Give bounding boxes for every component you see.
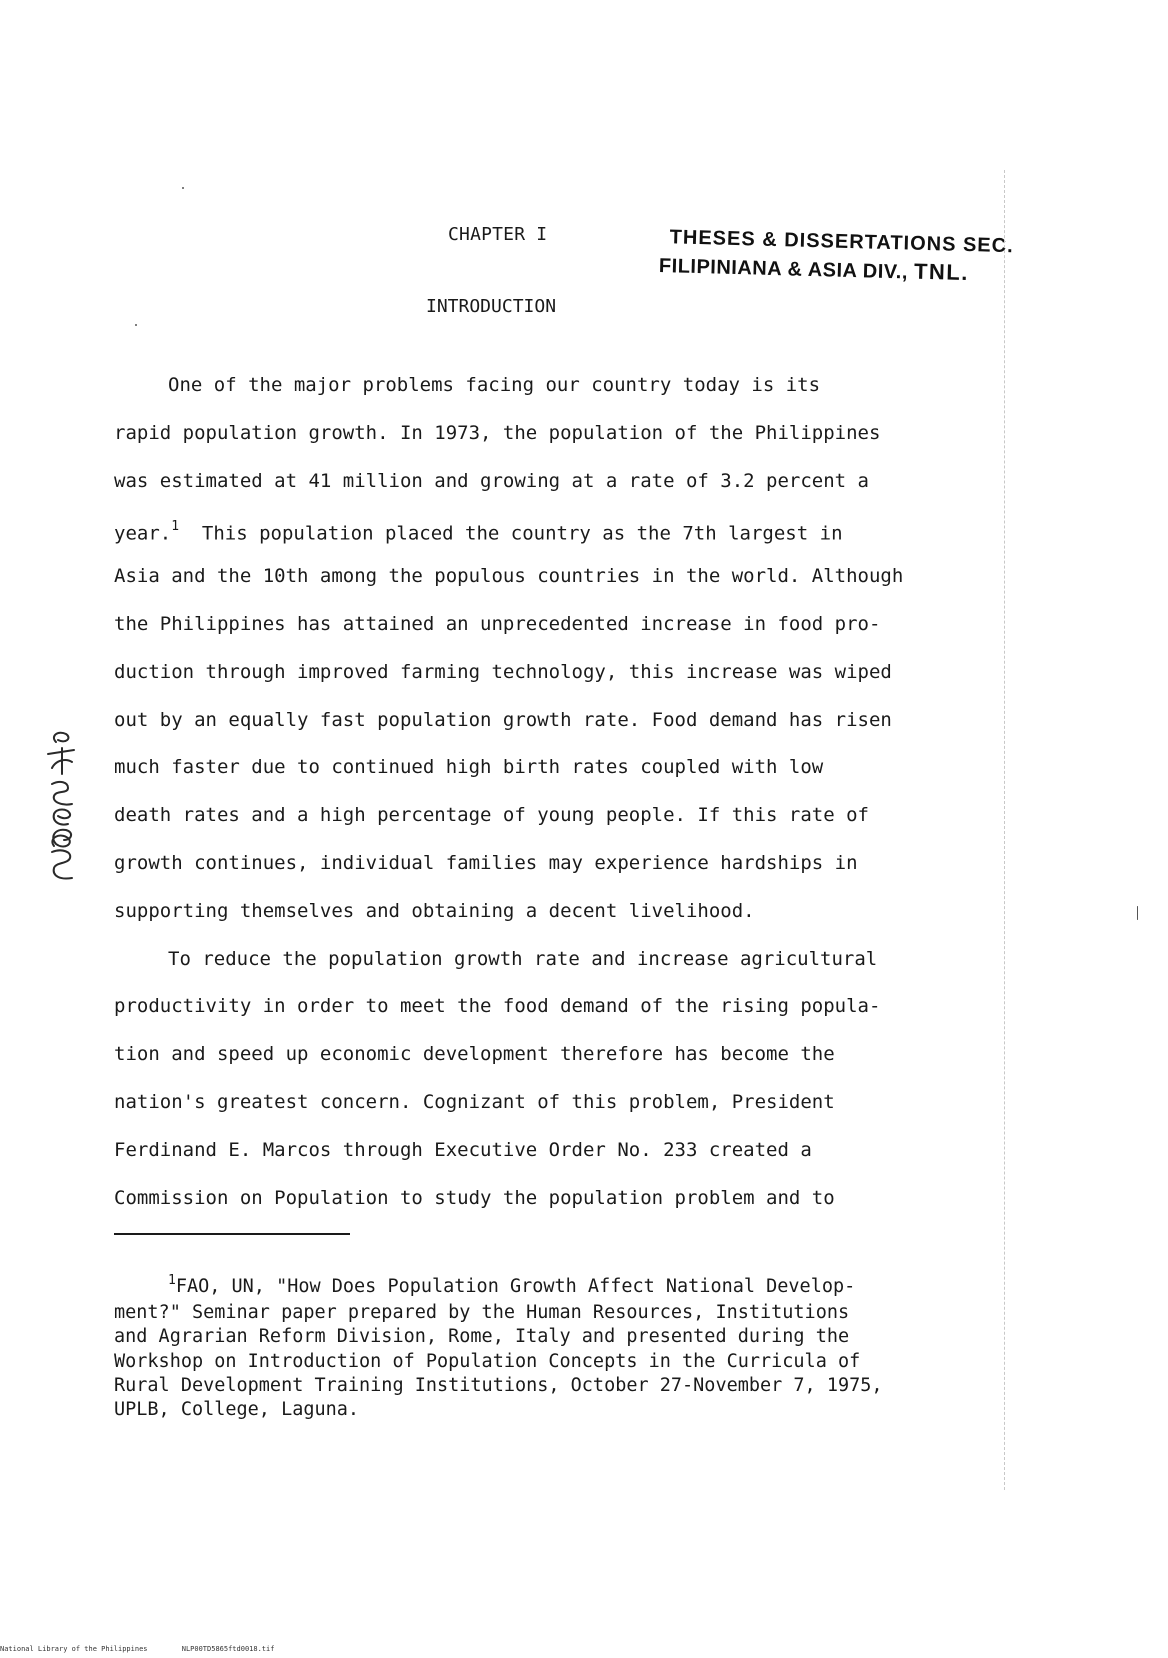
- body-line: Commission on Population to study the population problem and to: [114, 1186, 835, 1209]
- body-line-part: This population placed the country as the 7th largest in: [201, 522, 843, 545]
- handwritten-margin-annotation: [38, 728, 82, 888]
- body-line: Ferdinand E. Marcos through Executive Order No. 233 created a: [114, 1138, 812, 1161]
- footnote-line: UPLB, College, Laguna.: [114, 1399, 360, 1421]
- body-line: the Philippines has attained an unprecedented increase in food pro-: [114, 612, 881, 635]
- body-line: productivity in order to meet the food demand of the rising popula-: [114, 995, 881, 1018]
- footnote: [114, 1275, 914, 1422]
- body-line: duction through improved farming technology, this increase was wiped: [114, 660, 892, 683]
- body-line: rapid population growth. In 1973, the population of the Philippines: [114, 421, 881, 444]
- body-line: out by an equally fast population growth rate. Food demand has risen: [114, 708, 892, 731]
- scan-speck: [182, 187, 184, 189]
- body-line: To reduce the population growth rate and increase agricultural: [168, 947, 878, 970]
- scan-credit: [0, 1645, 304, 1653]
- footnote-line: and Agrarian Reform Division, Rome, Italy and presented during the: [114, 1326, 850, 1348]
- body-text: [114, 362, 914, 1222]
- body-line-with-footnote: [114, 505, 914, 553]
- stamp-line-1: THESES & DISSERTATIONS SEC.: [669, 226, 1014, 258]
- body-line: Asia and the 10th among the populous countries in the world. Although: [114, 565, 904, 588]
- footnote-reference[interactable]: 1: [171, 519, 180, 535]
- body-line: supporting themselves and obtaining a decent livelihood.: [114, 899, 755, 922]
- handwritten-call-number-icon: [38, 728, 82, 888]
- body-line: death rates and a high percentage of young people. If this rate of: [114, 804, 869, 827]
- body-line: growth continues, individual families may experience hardships in: [114, 851, 858, 874]
- footnote-line: Rural Development Training Institutions, October 27-November 7, 1975,: [114, 1374, 883, 1396]
- footnote-line: Workshop on Introduction of Population Concepts in the Curricula of: [114, 1350, 861, 1372]
- footnote-line: ment?" Seminar paper prepared by the Human Resources, Institutions: [114, 1302, 850, 1324]
- library-credit: National Library of the Philippines: [0, 1645, 148, 1653]
- body-line: tion and speed up economic development therefore has become the: [114, 1043, 835, 1066]
- footnote-line: [114, 1275, 914, 1301]
- chapter-heading: CHAPTER I: [448, 224, 548, 245]
- stamp-line-2: [659, 252, 970, 286]
- scan-speck: [1137, 906, 1138, 920]
- library-stamp: [658, 226, 1014, 294]
- footnote-mark: 1: [168, 1273, 176, 1288]
- body-line: was estimated at 41 million and growing at a rate of 3.2 percent a: [114, 469, 869, 492]
- footnote-line-text: FAO, UN, "How Does Population Growth Affect National Develop-: [175, 1276, 856, 1297]
- scan-speck: [135, 324, 137, 326]
- body-line-part: year.: [114, 522, 172, 545]
- body-line: much faster due to continued high birth rates coupled with low: [114, 756, 824, 779]
- footnote-divider: [114, 1233, 350, 1235]
- scan-edge-artifact: [1004, 170, 1009, 1490]
- body-line: nation's greatest concern. Cognizant of this problem, President: [114, 1090, 835, 1113]
- scan-file-name: NLP00TD5865ftd0018.tif: [181, 1645, 275, 1653]
- stamp-line-2-strong: TNL.: [913, 258, 970, 286]
- section-title: INTRODUCTION: [426, 296, 557, 317]
- stamp-line-2-main: FILIPINIANA & ASIA DIV.,: [658, 254, 909, 284]
- body-line: One of the major problems facing our country today is its: [168, 374, 821, 396]
